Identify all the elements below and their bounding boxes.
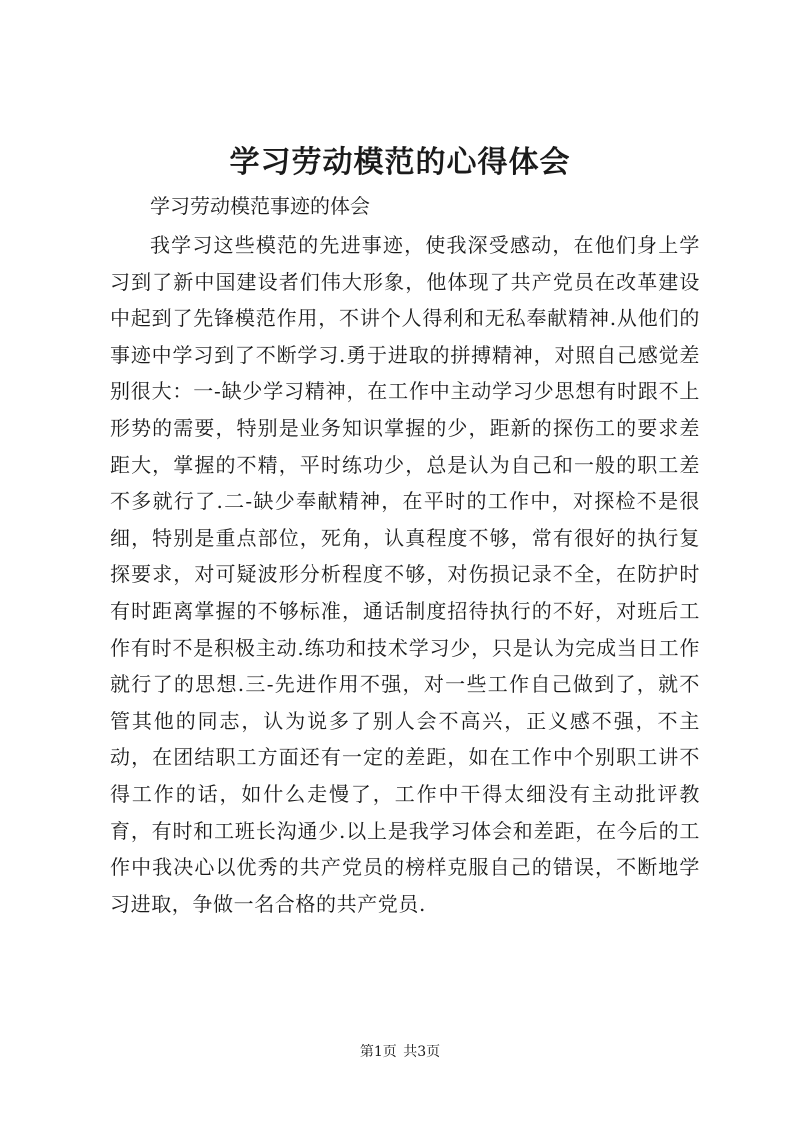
page-footer	[0, 1042, 800, 1062]
body-paragraph: 我学习这些模范的先进事迹，使我深受感动，在他们身上学习到了新中国建设者们伟大形象，他体现了共产党员在改革建设中起到了先锋模范作用，不讲个人得利和无私奉献精神.从他们的事迹中学习到了不断学习.勇于进取的拼搏精神，对照自己感觉差别很大：一-缺少学习精神，在工作中主动学习少思想有时跟不上形势的需要，特别是业务知识掌握的少，距新的探伤工的要求差距大，掌握的不精，平时练功少，总是认为自己和一般的职工差不多就行了.二-缺少奉献精神，在平时的工作中，对探检不是很细，特别是重点部位，死角，认真程度不够，常有很好的执行复探要求，对可疑波形分析程度不够，对伤损记录不全，在防护时有时距离掌握的不够标准，通话制度招待执行的不好，对班后工作有时不是积极主动.练功和技术学习少，只是认为完成当日工作就行了的思想.三-先进作用不强，对一些工作自己做到了，就不管其他的同志，认为说多了别人会不高兴，正义感不强，不主动，在团结职工方面还有一定的差距，如在工作中个别职工讲不得工作的话，如什么走慢了，工作中干得太细没有主动批评教育，有时和工班长沟通少.以上是我学习体会和差距，在今后的工作中我决心以优秀的共产党员的榜样克服自己的错误，不断地学习进取，争做一名合格的共产党员.	[110, 233, 700, 916]
subtitle: 学习劳动模范事迹的体会	[150, 194, 370, 218]
page-title: 学习劳动模范的心得体会	[229, 145, 571, 180]
page-total: 共3页	[403, 1044, 441, 1060]
page-number: 第1页	[359, 1044, 397, 1060]
